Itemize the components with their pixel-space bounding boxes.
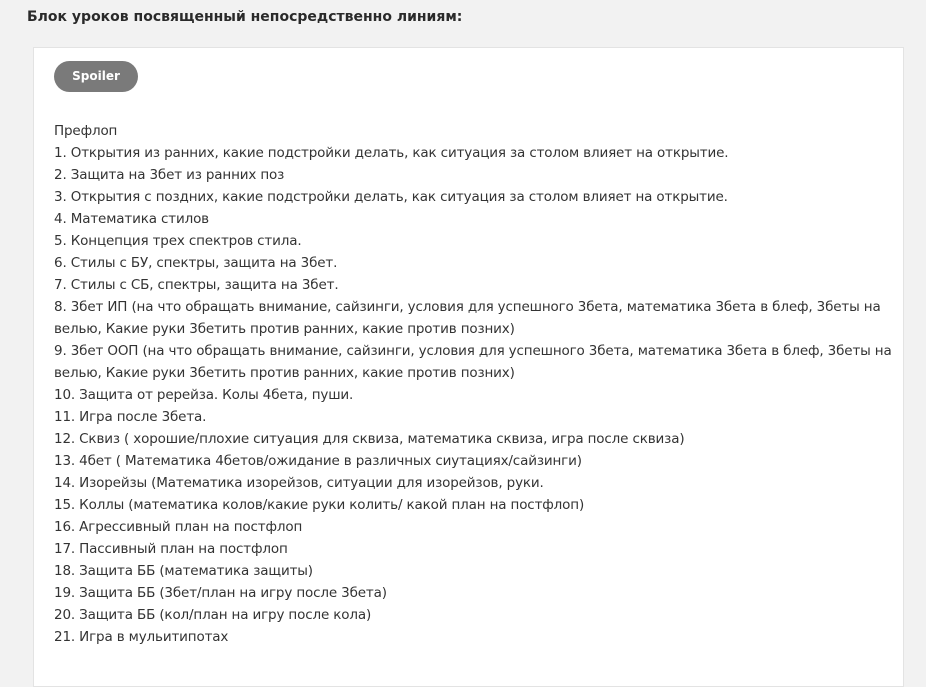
list-item: 21. Игра в мульитипотах bbox=[54, 629, 229, 645]
list-item: 3. Открытия с поздних, какие подстройки делать, как ситуация за столом влияет на открытие. bbox=[54, 189, 728, 205]
list-item: 20. Защита ББ (кол/план на игру после кола) bbox=[54, 607, 372, 623]
list-item: 9. 3бет ООП (на что обращать внимание, сайзинги, условия для успешного 3бета, математика 3бета в блеф, 3беты на велью, Какие руки 3бетить против ранних, какие против позних) bbox=[54, 343, 892, 381]
list-item: 1. Открытия из ранних, какие подстройки делать, как ситуация за столом влияет на открытие. bbox=[54, 145, 729, 161]
section-heading: Блок уроков посвященный непосредственно линиям: bbox=[27, 9, 463, 25]
list-item: 13. 4бет ( Математика 4бетов/ожидание в различных сиутациях/сайзинги) bbox=[54, 453, 582, 469]
spoiler-content bbox=[54, 120, 894, 648]
content-title: Префлоп bbox=[54, 123, 118, 139]
list-item: 4. Математика стилов bbox=[54, 211, 209, 227]
list-item: 12. Сквиз ( хорошие/плохие ситуация для сквиза, математика сквиза, игра после сквиза) bbox=[54, 431, 685, 447]
list-item: 10. Защита от ререйза. Колы 4бета, пуши. bbox=[54, 387, 354, 403]
list-item: 8. 3бет ИП (на что обращать внимание, сайзинги, условия для успешного 3бета, математика 3бета в блеф, 3беты на велью, Какие руки 3бетить против ранних, какие против позних) bbox=[54, 299, 881, 337]
spoiler-panel bbox=[33, 47, 904, 687]
list-item: 16. Агрессивный план на постфлоп bbox=[54, 519, 303, 535]
list-item: 7. Стилы с СБ, спектры, защита на 3бет. bbox=[54, 277, 339, 293]
list-item: 18. Защита ББ (математика защиты) bbox=[54, 563, 313, 579]
list-item: 19. Защита ББ (3бет/план на игру после 3бета) bbox=[54, 585, 387, 601]
list-item: 15. Коллы (математика колов/какие руки колить/ какой план на постфлоп) bbox=[54, 497, 585, 513]
list-item: 17. Пассивный план на постфлоп bbox=[54, 541, 288, 557]
list-item: 5. Концепция трех спектров стила. bbox=[54, 233, 302, 249]
list-item: 2. Защита на 3бет из ранних поз bbox=[54, 167, 285, 183]
spoiler-button[interactable]: Spoiler bbox=[54, 61, 138, 92]
list-item: 6. Стилы с БУ, спектры, защита на 3бет. bbox=[54, 255, 338, 271]
list-item: 11. Игра после 3бета. bbox=[54, 409, 207, 425]
list-item: 14. Изорейзы (Математика изорейзов, ситуации для изорейзов, руки. bbox=[54, 475, 544, 491]
